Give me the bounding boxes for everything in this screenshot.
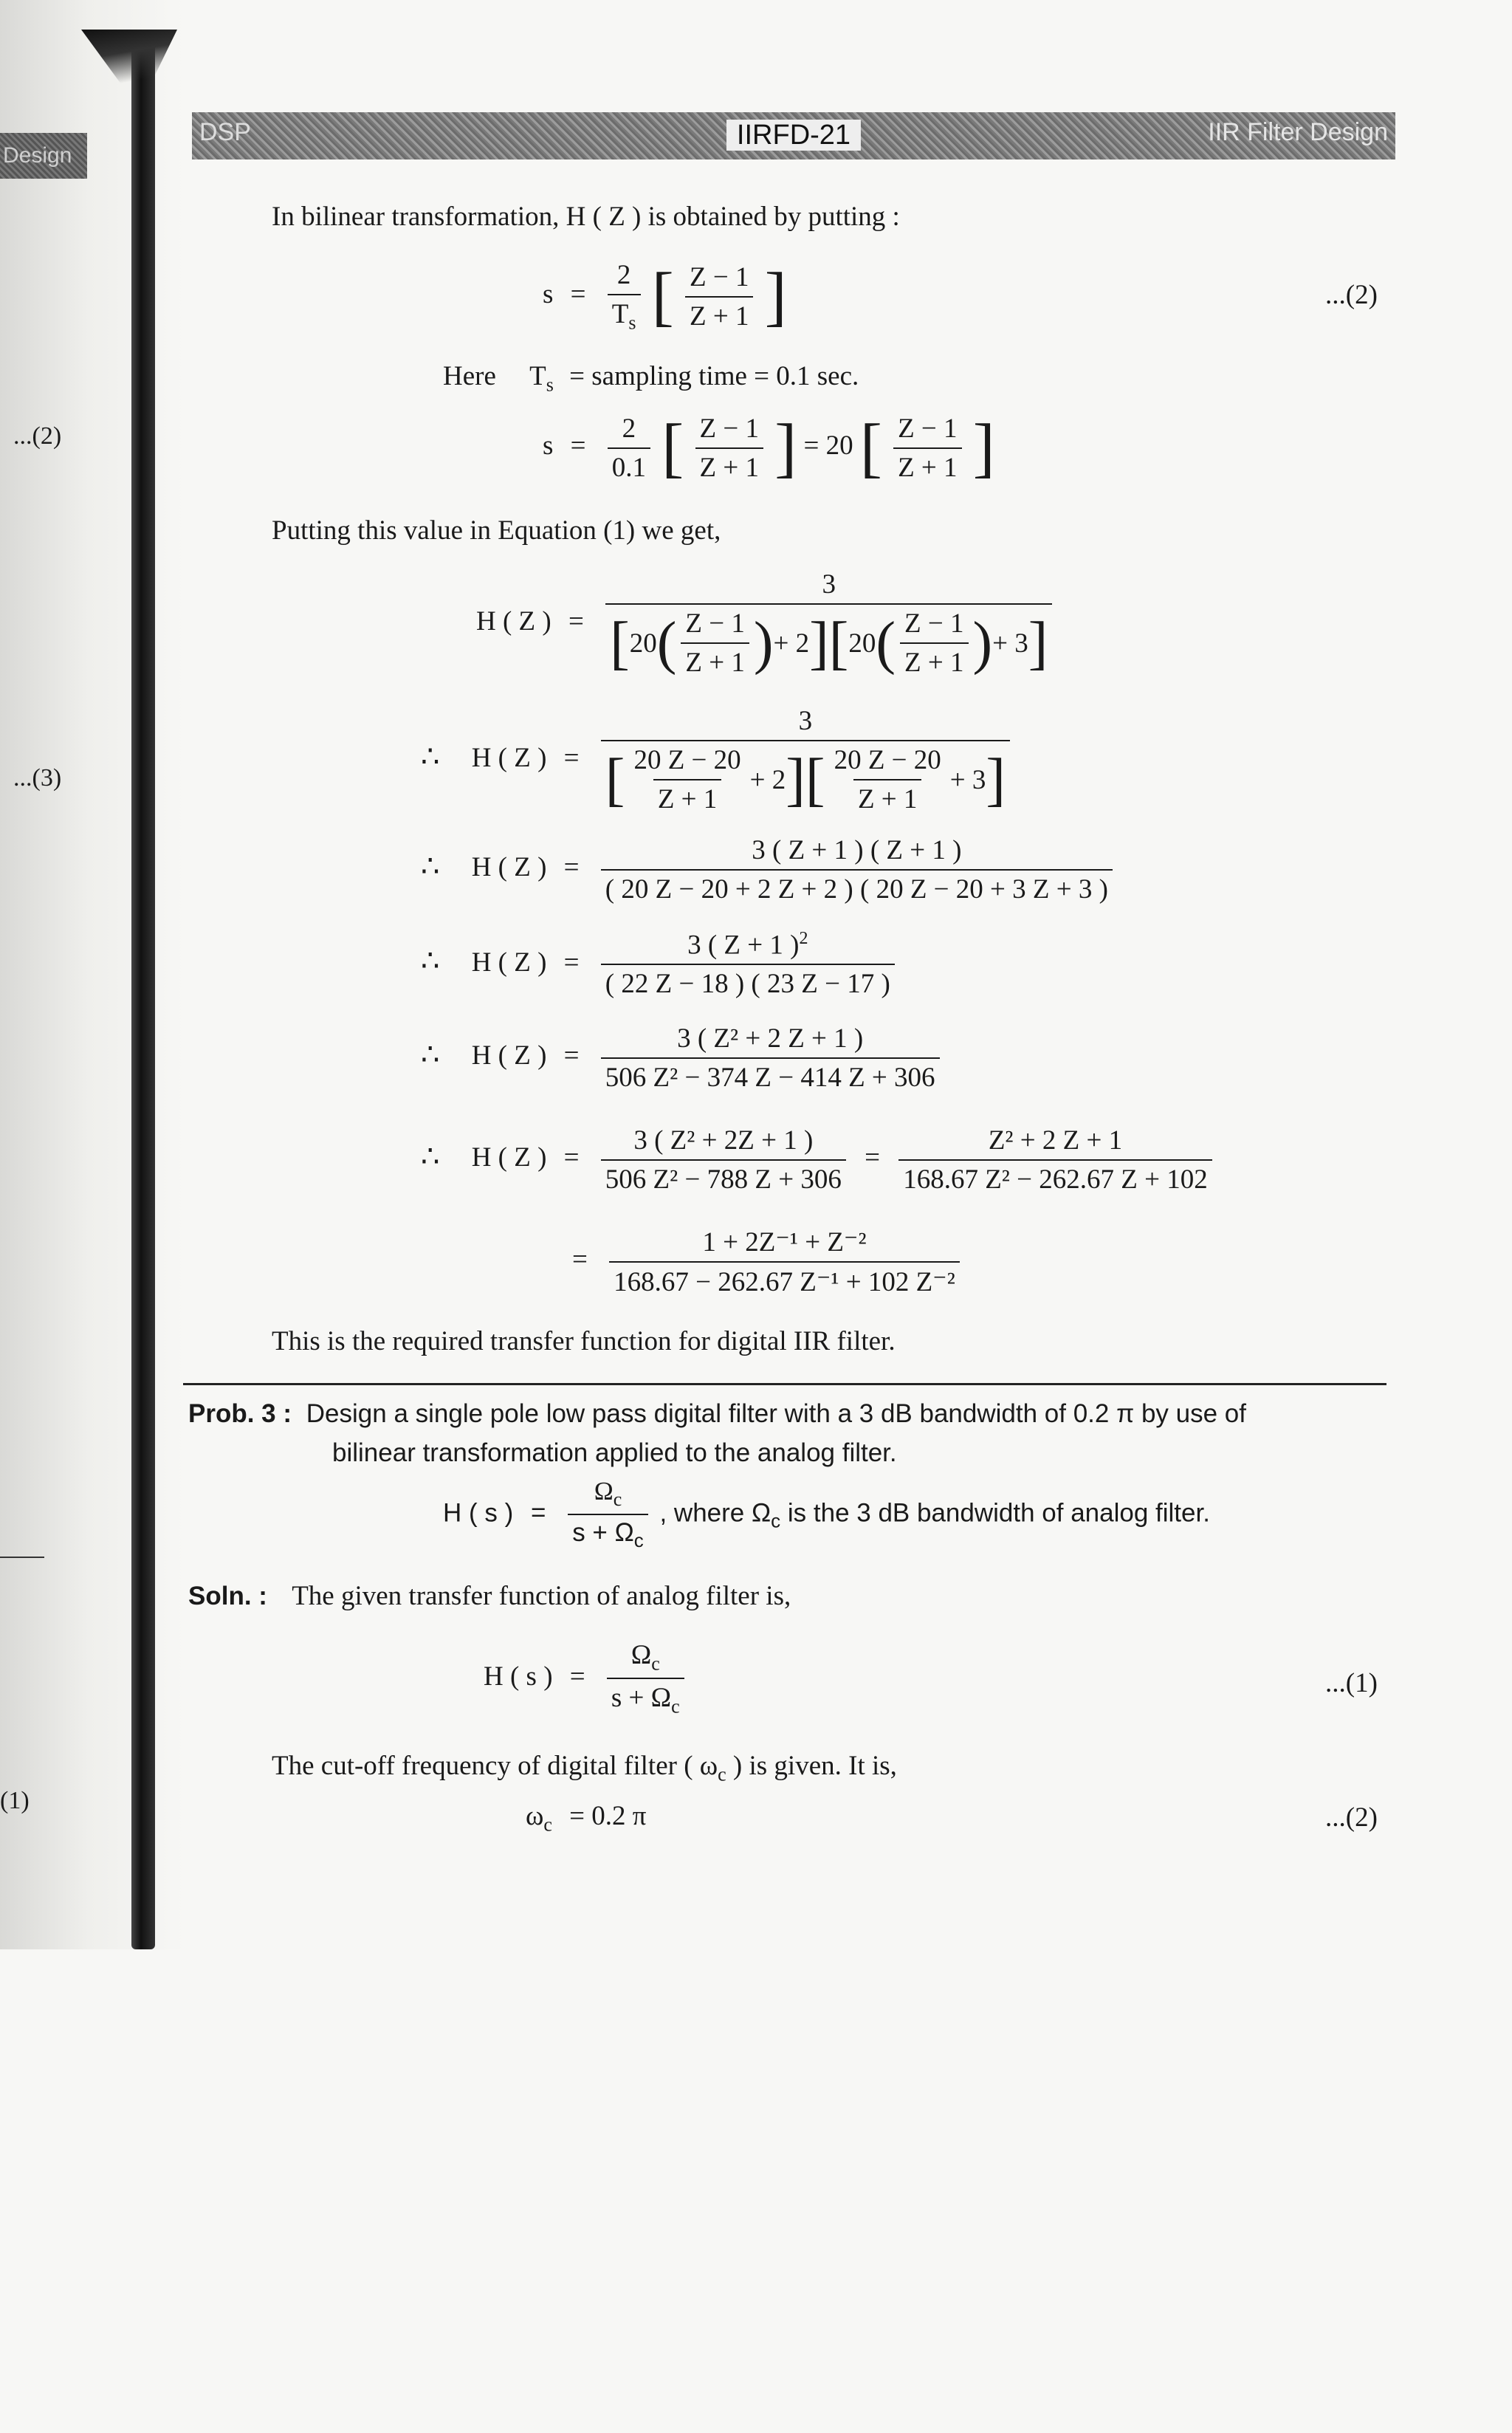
step3-fraction xyxy=(601,834,1113,905)
eq-sign: = xyxy=(572,1244,588,1275)
plus-term: + 2 xyxy=(749,764,786,795)
equation-number: ...(2) xyxy=(1325,1802,1378,1833)
cutoff-text-start: The cut-off frequency of digital filter ( ω xyxy=(272,1751,718,1781)
frac-num: Z − 1 xyxy=(690,261,749,292)
equation-number: ...(2) xyxy=(1325,280,1378,310)
frac-den xyxy=(608,294,641,334)
frac-num: 3 xyxy=(798,706,813,736)
subscript: c xyxy=(633,1529,644,1551)
eq-sign: = xyxy=(570,278,586,309)
frac-num: 3 ( Z + 1 ) ( Z + 1 ) xyxy=(752,835,962,865)
step6-normalized-fraction xyxy=(898,1125,1212,1195)
frac-den: [ 20 ( $\frac{Z - 1}{Z + 1}$ ) + 2 ] [ 20 ( $\frac{Z - 1}{Z + 1}$ ) + 3 ] xyxy=(605,603,1052,679)
here-line xyxy=(443,360,859,396)
putting-text: Putting this value in Equation (1) we get, xyxy=(272,515,721,546)
page-header xyxy=(192,112,1395,159)
den-text: s + Ω xyxy=(572,1518,634,1547)
frac-den: 506 Z² − 374 Z − 414 Z + 306 xyxy=(601,1057,940,1094)
cutoff-text xyxy=(272,1750,897,1785)
binding-shadow xyxy=(0,0,185,1949)
subscript: c xyxy=(651,1653,660,1675)
two-over-ts xyxy=(608,259,641,334)
book-spine xyxy=(131,30,155,1949)
frac-num: 20 Z − 20 xyxy=(834,745,941,775)
eq-lhs: H ( Z ) xyxy=(471,1142,547,1173)
eq-lhs: H ( Z ) xyxy=(476,605,551,636)
frac-num: 2 xyxy=(622,413,636,444)
step1-fraction xyxy=(605,569,1052,679)
left-page-tab-label: Design xyxy=(3,143,72,168)
plus-term: + 2 xyxy=(773,628,810,659)
ts-sub: s xyxy=(628,312,636,334)
section-divider xyxy=(183,1383,1386,1385)
prob3-hs-equation: H ( s ) = $\frac{\Omega_c}{s + \Omega_c}$ , where $\Omega_c$ is the 3 dB bandwidth of analog filter. xyxy=(443,1477,1210,1551)
subscript: c xyxy=(543,1813,552,1836)
eq-lhs: H ( Z ) xyxy=(471,947,547,978)
z-fraction xyxy=(893,413,961,484)
s-value-equation: s = $\frac{2}{0.1}$ [ $\frac{Z - 1}{Z + 1}$ ] = 20 [ $\frac{Z - 1}{Z + 1}$ ] xyxy=(543,411,995,484)
subscript: c xyxy=(671,1695,680,1717)
hz-step-6 xyxy=(421,1125,1217,1195)
hs-fraction xyxy=(568,1477,648,1552)
left-page-rule xyxy=(0,1557,44,1558)
step4-fraction xyxy=(601,929,895,1000)
cutoff-text-rest: ) is given. It is, xyxy=(726,1751,897,1781)
eq-sign: = xyxy=(563,1142,580,1173)
frac-den: ( 20 Z − 20 + 2 Z + 2 ) ( 20 Z − 20 + 3 Z + 3 ) xyxy=(601,869,1113,905)
hz-step-3 xyxy=(421,834,1117,905)
frac-den: [ $\frac{20 Z - 20}{Z + 1}$ + 2 ] [ $\frac{20 Z - 20}{Z + 1}$ + 3 ] xyxy=(601,740,1010,815)
frac-den: Z + 1 xyxy=(900,642,968,679)
eq-lhs: H ( s ) xyxy=(484,1661,553,1692)
subscript: c xyxy=(771,1509,781,1532)
intro-text: In bilinear transformation, H ( Z ) is obtained by putting : xyxy=(272,202,900,232)
bilinear-equation: s = $\frac{2}{T_s}$ [ $\frac{Z - 1}{Z + 1}$ ] xyxy=(543,259,787,334)
frac-den: Z + 1 xyxy=(695,447,763,484)
step5-fraction xyxy=(601,1023,940,1094)
eq-sign: = xyxy=(865,1142,880,1173)
eq-sign: = xyxy=(563,947,580,978)
wc-equation xyxy=(526,1800,646,1836)
hz-step-5 xyxy=(421,1023,944,1094)
frac-den: Z + 1 xyxy=(653,779,721,815)
therefore-symbol: ∴ xyxy=(421,1037,440,1071)
left-page-mark: (1) xyxy=(0,1787,30,1814)
hz-step-2 xyxy=(421,705,1014,815)
soln-line xyxy=(188,1580,791,1612)
frac-den xyxy=(568,1514,648,1552)
eq-lhs: H ( Z ) xyxy=(471,1040,547,1071)
therefore-symbol: ∴ xyxy=(421,739,440,773)
frac-den: ( 22 Z − 18 ) ( 23 Z − 17 ) xyxy=(601,964,895,1000)
wc-value: = 0.2 π xyxy=(569,1801,647,1831)
frac-num: 20 Z − 20 xyxy=(633,745,741,775)
here-label: Here xyxy=(443,361,496,391)
frac-den: Z + 1 xyxy=(853,779,921,815)
where-text: , where Ω xyxy=(659,1498,772,1528)
header-right-label: IIR Filter Design xyxy=(1208,118,1388,146)
z-fraction xyxy=(685,261,753,332)
frac-den xyxy=(607,1678,684,1717)
frac-num: Z − 1 xyxy=(898,413,958,444)
frac-den: 168.67 Z² − 262.67 Z + 102 xyxy=(898,1159,1212,1195)
eq-lhs: s xyxy=(543,278,554,309)
step6-fraction xyxy=(601,1125,846,1195)
frac-num: 2 xyxy=(616,259,631,290)
prob3-statement xyxy=(188,1399,1246,1429)
frac-num: Z² + 2 Z + 1 xyxy=(988,1125,1123,1156)
prob3-label: Prob. 3 : xyxy=(188,1399,292,1428)
eq-sign: = xyxy=(563,852,580,883)
frac-den: 0.1 xyxy=(608,447,650,484)
plus-term: + 3 xyxy=(949,764,986,795)
step2-fraction xyxy=(601,705,1010,815)
frac-num xyxy=(683,929,812,964)
soln-label: Soln. : xyxy=(188,1582,267,1610)
soln-hs-equation: H ( s ) = $\frac{\Omega_c}{s + \Omega_c}$ xyxy=(484,1639,689,1718)
prob3-text-1: Design a single pole low pass digital filter with a 3 dB bandwidth of 0.2 π by use of xyxy=(306,1399,1246,1428)
eq-lhs: H ( s ) xyxy=(443,1498,514,1528)
conclusion-text: This is the required transfer function for digital IIR filter. xyxy=(272,1326,896,1356)
z-fraction xyxy=(695,413,763,484)
hs-fraction xyxy=(607,1639,684,1718)
frac-num: 3 ( Z² + 2 Z + 1 ) xyxy=(677,1023,864,1054)
frac-num xyxy=(627,1639,664,1678)
frac-num: 1 + 2Z⁻¹ + Z⁻² xyxy=(702,1227,867,1257)
subscript: c xyxy=(613,1489,622,1510)
therefore-symbol: ∴ xyxy=(421,1139,440,1173)
den-text: s + Ω xyxy=(611,1683,672,1714)
eq-sign: = xyxy=(563,1040,580,1071)
subscript: c xyxy=(718,1763,726,1785)
eq-sign: = xyxy=(568,605,584,636)
ts-var: T xyxy=(529,361,546,391)
header-left-label: DSP xyxy=(199,118,251,146)
eq-mid: = 20 xyxy=(803,430,853,461)
frac-den: Z + 1 xyxy=(685,296,753,332)
omega-c: ω xyxy=(526,1801,544,1831)
frac-den: Z + 1 xyxy=(893,447,961,484)
frac-num: Z − 1 xyxy=(904,608,964,639)
soln-text: The given transfer function of analog filter is, xyxy=(292,1581,791,1611)
eq-lhs: s xyxy=(543,430,554,461)
coef: 20 xyxy=(848,628,876,659)
step7-fraction xyxy=(609,1226,960,1298)
eq-lhs: H ( Z ) xyxy=(471,852,547,883)
eq-sign: = xyxy=(563,742,580,773)
two-over-point-one xyxy=(608,413,650,484)
coef: 20 xyxy=(629,628,657,659)
ts-sub: s xyxy=(546,374,554,396)
plus-term: + 3 xyxy=(992,628,1028,659)
hz-step-7 xyxy=(572,1226,964,1298)
frac-num: Z − 1 xyxy=(685,608,745,639)
therefore-symbol: ∴ xyxy=(421,944,440,978)
therefore-symbol: ∴ xyxy=(421,849,440,883)
frac-den: 506 Z² − 788 Z + 306 xyxy=(601,1159,846,1195)
ts-var: T xyxy=(611,298,629,329)
equation-number: ...(1) xyxy=(1325,1668,1378,1698)
page-code: IIRFD-21 xyxy=(726,120,861,151)
exponent: 2 xyxy=(799,929,808,948)
frac-num: 3 ( Z² + 2Z + 1 ) xyxy=(633,1125,814,1156)
prob3-text-2: bilinear transformation applied to the analog filter. xyxy=(332,1438,897,1467)
where-rest: is the 3 dB bandwidth of analog filter. xyxy=(780,1498,1210,1528)
hz-step-4 xyxy=(421,929,899,1000)
omega: Ω xyxy=(630,1640,652,1670)
eq-lhs: H ( Z ) xyxy=(471,742,547,773)
frac-num: Z − 1 xyxy=(699,413,759,444)
hz-step-1 xyxy=(476,569,1056,679)
omega: Ω xyxy=(594,1477,614,1506)
frac-num xyxy=(590,1477,627,1514)
here-text: = sampling time = 0.1 sec. xyxy=(569,361,859,391)
frac-den: Z + 1 xyxy=(681,642,749,679)
frac-num: 3 xyxy=(822,569,836,600)
num-text: 3 ( Z + 1 ) xyxy=(687,930,800,961)
left-page-mark: ...(3) xyxy=(13,764,62,792)
left-page-tab xyxy=(0,133,87,179)
left-page-mark: ...(2) xyxy=(13,422,62,450)
frac-den: 168.67 − 262.67 Z⁻¹ + 102 Z⁻² xyxy=(609,1261,960,1298)
